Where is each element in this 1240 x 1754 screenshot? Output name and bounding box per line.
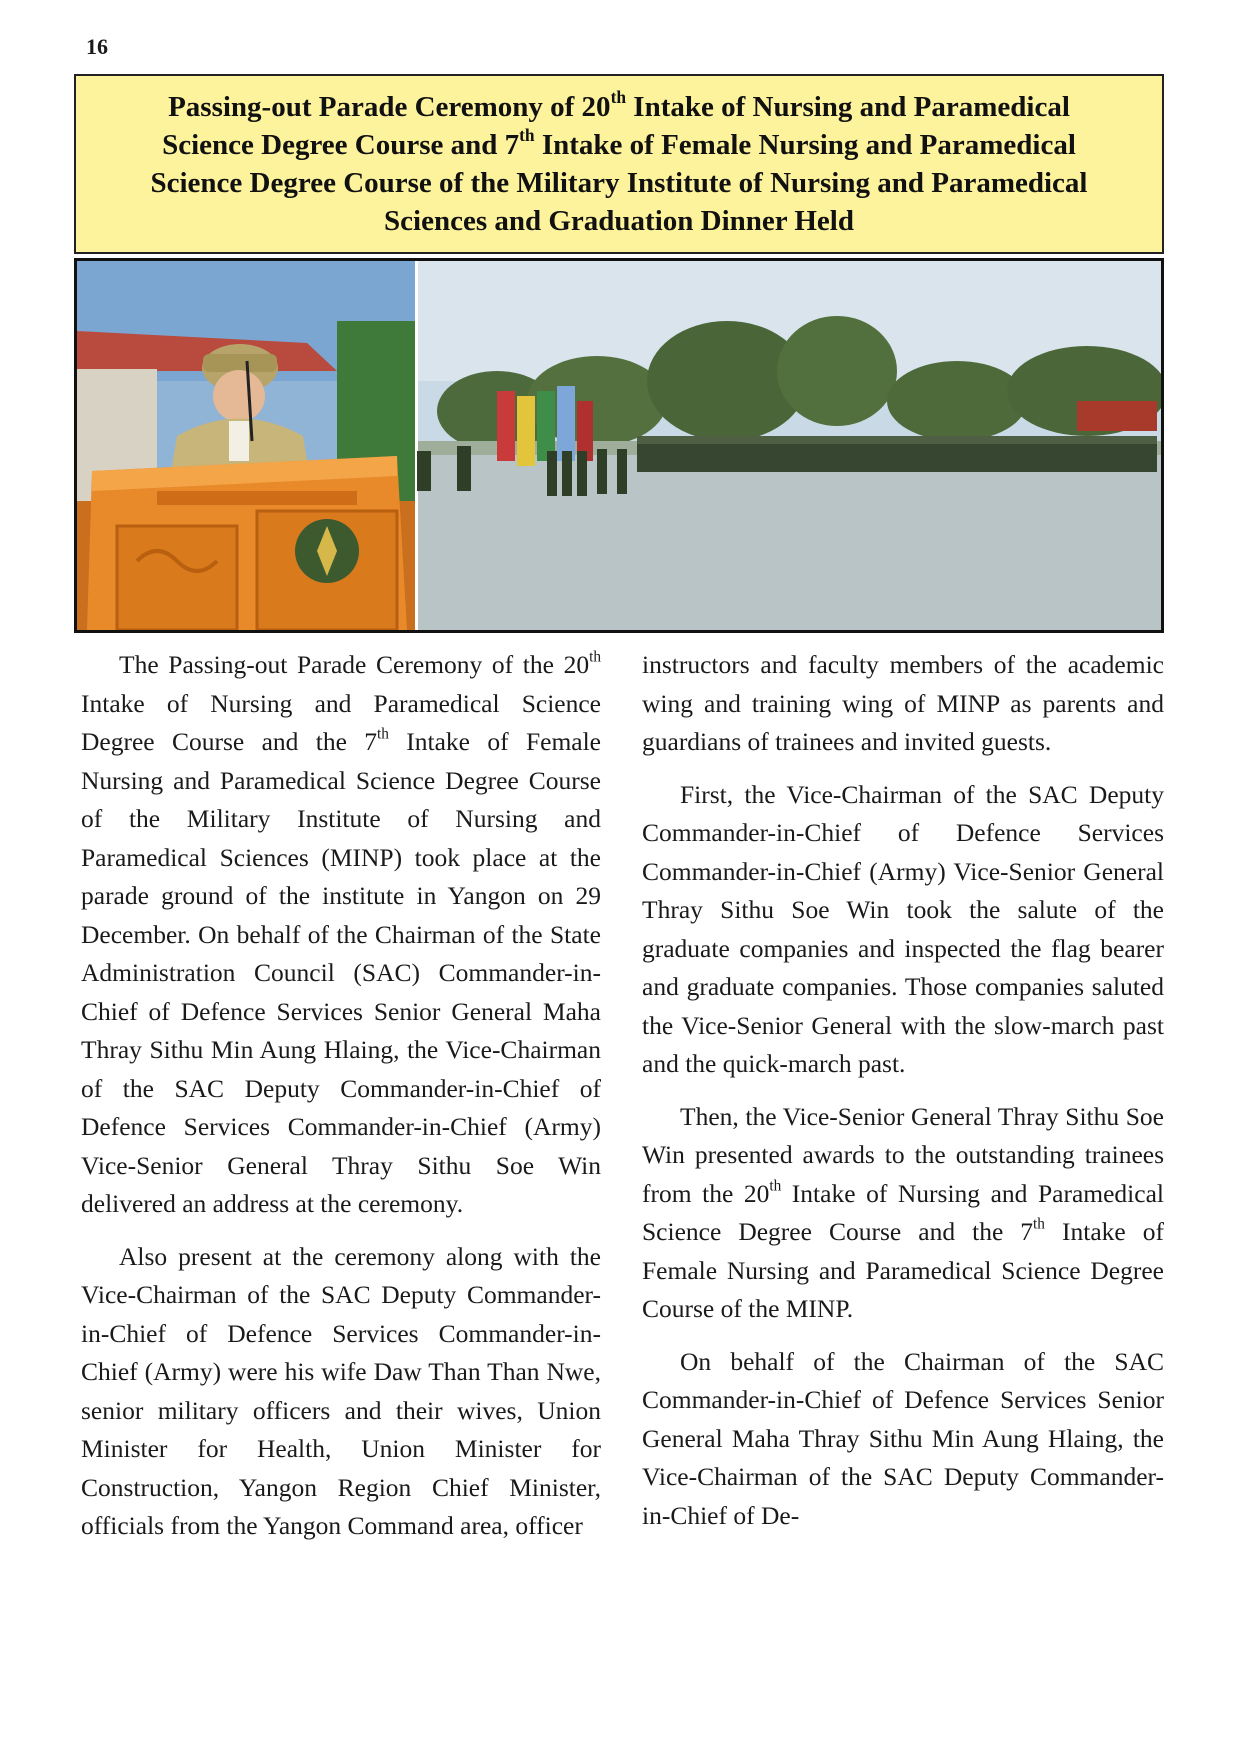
title-line-2: Science Degree Course and 7th Intake of Female Nursing and Paramedical [162,124,1076,161]
page-number: 16 [86,34,108,59]
paragraph-2: Also present at the ceremony along with the Vice-Chairman of the SAC Deputy Commander-in-Chief of Defence Services Commander-in-Chief (Army) were his wife Daw Than Than Nwe, senior military officers and their wives, Union Minister for Health, Union Minister for Construction, Yangon Region Chief Minister, officials from the Yangon Command area, officer [81,1241,601,1540]
right-column [642,646,1164,1549]
title-line-1: Passing-out Parade Ceremony of 20th Intake of Nursing and Paramedical [168,86,1070,123]
paragraph-6: On behalf of the Chairman of the SAC Commander-in-Chief of Defence Services Senior General Maha Thray Sithu Min Aung Hlaing, the Vice-Chairman of the SAC Deputy Commander-in-Chief of De- [642,1346,1164,1530]
photo-strip [74,258,1164,633]
left-column [81,646,601,1560]
parade-ground-photo [417,261,1161,630]
speaker-at-podium-photo [77,261,418,630]
paragraph-3: instructors and faculty members of the academic wing and training wing of MINP as parents and guardians of trainees and invited guests. [642,650,1164,756]
title-line-3: Science Degree Course of the Military Institute of Nursing and Paramedical [150,167,1088,199]
article-title-box [74,74,1164,254]
paragraph-5: Then, the Vice-Senior General Thray Sithu Soe Win presented awards to the outstanding trainees from the 20th Intake of Nursing and Paramedical Science Degree Course and the 7th Intake of Female Nursing and Paramedical Science Degree Course of the MINP. [642,1101,1164,1323]
title-line-4: Sciences and Graduation Dinner Held [384,205,854,237]
paragraph-1: The Passing-out Parade Ceremony of the 20th Intake of Nursing and Paramedical Science Degree Course and the 7th Intake of Female Nursing and Paramedical Science Degree Course of the Military Institute of Nursing and Paramedical Sciences (MINP) took place at the parade ground of the institute in Yangon on 29 December. On behalf of the Chairman of the State Administration Council (SAC) Commander-in-Chief of Defence Services Senior General Maha Thray Sithu Min Aung Hlaing, the Vice-Chairman of the SAC Deputy Commander-in-Chief of Defence Services Commander-in-Chief (Army) Vice-Senior General Thray Sithu Soe Win delivered an address at the ceremony. [81,648,602,1218]
paragraph-4: First, the Vice-Chairman of the SAC Deputy Commander-in-Chief of Defence Services Commander-in-Chief (Army) Vice-Senior General Thray Sithu Soe Win took the salute of the graduate companies and inspected the flag bearer and graduate companies. Those companies saluted the Vice-Senior General with the slow-march past and the quick-march past. [642,779,1164,1078]
